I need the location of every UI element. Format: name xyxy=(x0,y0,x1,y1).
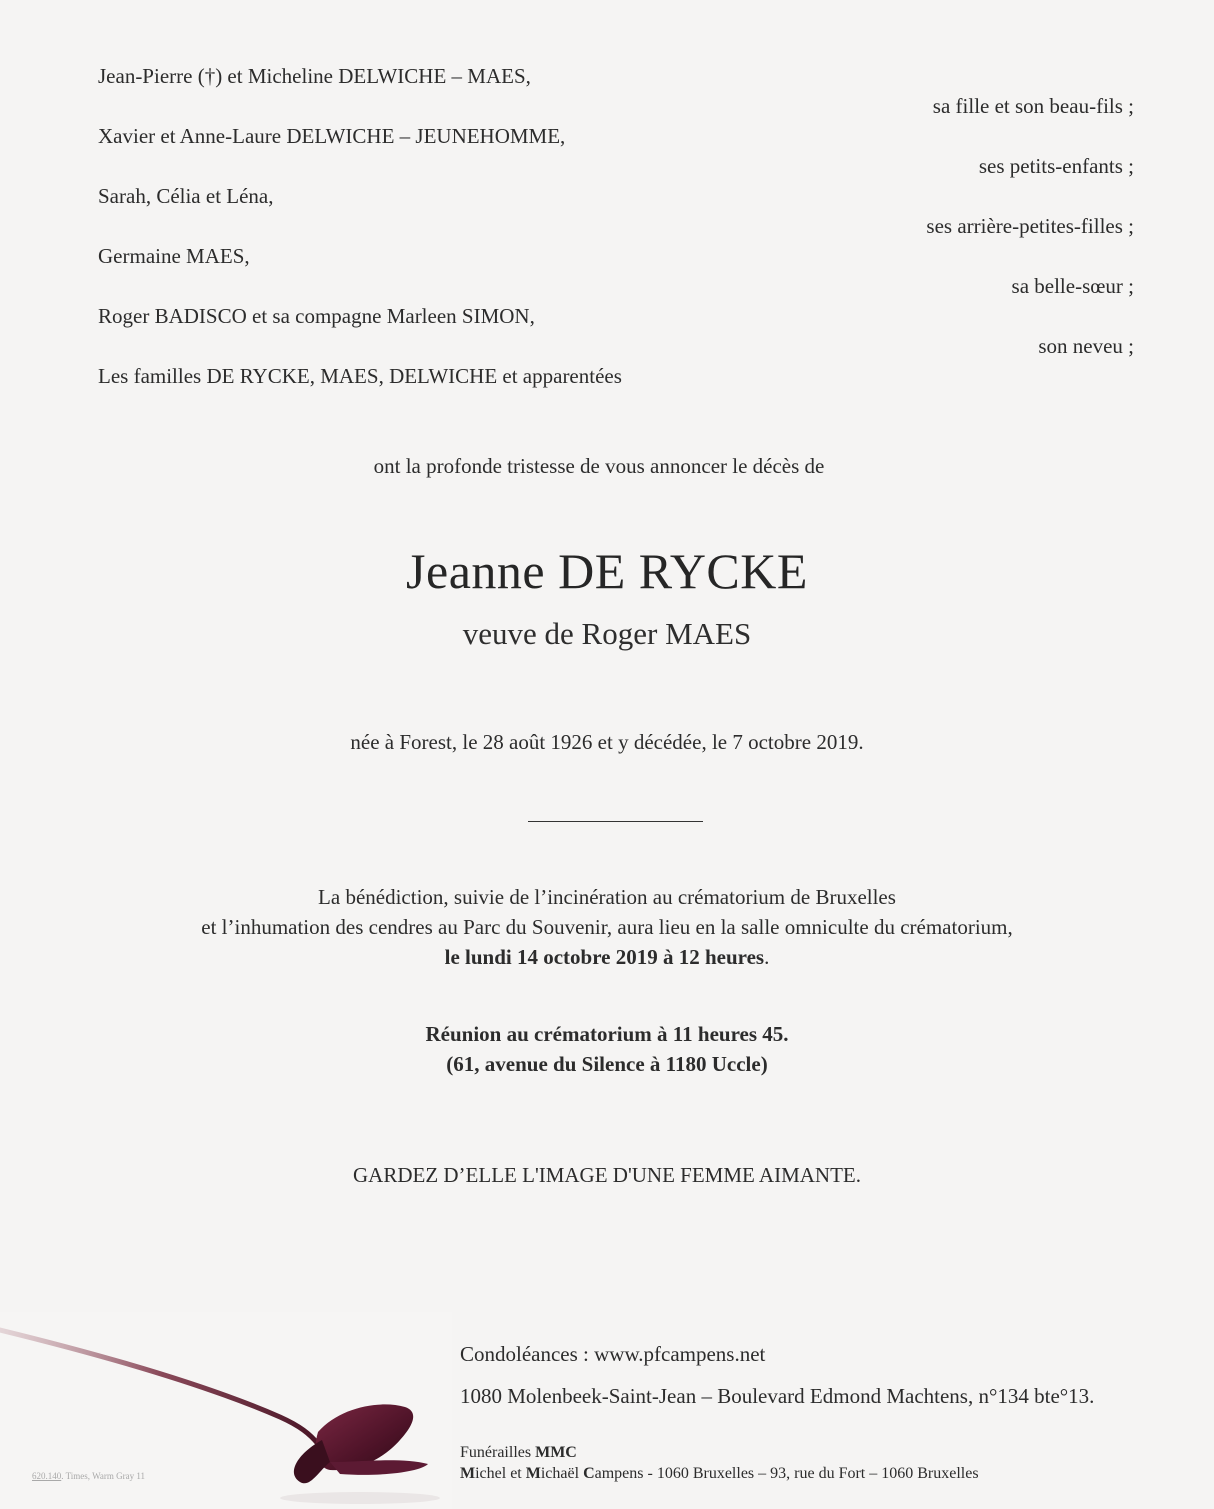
funeral-home-address: 1080 Molenbeek-Saint-Jean – Boulevard Edmond Machtens, n°134 bte°13. xyxy=(460,1384,1095,1408)
meeting-time: Réunion au crématorium à 11 heures 45. xyxy=(425,1022,789,1046)
company-part-1: ichel et xyxy=(475,1465,526,1482)
company-initial-1: M xyxy=(460,1465,476,1482)
family-relation-2: ses petits-enfants ; xyxy=(978,154,1134,178)
family-relation-4: sa belle-sœur ; xyxy=(1011,274,1134,298)
family-names-3: Sarah, Célia et Léna, xyxy=(98,184,274,208)
print-reference xyxy=(32,1471,145,1481)
funeral-prefix: Funérailles xyxy=(460,1444,536,1461)
funeral-company xyxy=(460,1465,979,1483)
company-initial-3: C xyxy=(583,1465,595,1482)
company-initial-2: M xyxy=(525,1465,541,1482)
family-names-1: Jean-Pierre (†) et Micheline DELWICHE – MAES, xyxy=(98,64,531,88)
announcement-text: ont la profonde tristesse de vous annoncer le décès de xyxy=(373,454,825,478)
company-part-2: ichaël xyxy=(540,1465,584,1482)
crematorium-address: (61, avenue du Silence à 1180 Uccle) xyxy=(446,1052,768,1076)
print-ref-rest: . Times, Warm Gray 11 xyxy=(61,1471,146,1481)
family-names-2: Xavier et Anne-Laure DELWICHE – JEUNEHOMME, xyxy=(98,124,566,148)
ceremony-date xyxy=(0,945,1214,970)
family-relation-5: son neveu ; xyxy=(1038,334,1134,358)
birth-death-dates: née à Forest, le 28 août 1926 et y décédée, le 7 octobre 2019. xyxy=(350,730,864,754)
widow-of: veuve de Roger MAES xyxy=(462,616,752,651)
funeral-home-brand xyxy=(460,1444,577,1462)
motto: GARDEZ D’ELLE L'IMAGE D'UNE FEMME AIMANTE. xyxy=(352,1163,861,1187)
family-relation-1: sa fille et son beau-fils ; xyxy=(932,94,1134,118)
funeral-brand: MMC xyxy=(535,1444,577,1461)
ceremony-line-2: et l’inhumation des cendres au Parc du Souvenir, aura lieu en la salle omniculte du crématorium, xyxy=(201,915,1013,939)
ceremony-date-suffix: . xyxy=(764,945,770,969)
family-names-6: Les familles DE RYCKE, MAES, DELWICHE et apparentées xyxy=(98,364,622,388)
print-ref-code: 620.140 xyxy=(32,1471,62,1481)
deceased-name: Jeanne DE RYCKE xyxy=(406,543,808,599)
ceremony-line-1: La bénédiction, suivie de l’incinération au crématorium de Bruxelles xyxy=(318,885,896,909)
family-names-5: Roger BADISCO et sa compagne Marleen SIMON, xyxy=(98,304,535,328)
family-relation-3: ses arrière-petites-filles ; xyxy=(926,214,1134,238)
condolences-link: Condoléances : www.pfcampens.net xyxy=(460,1342,766,1366)
company-part-3: ampens - 1060 Bruxelles – 93, rue du Fort – 1060 Bruxelles xyxy=(594,1465,979,1482)
separator-line xyxy=(528,821,703,822)
family-names-4: Germaine MAES, xyxy=(98,244,250,268)
ceremony-date-bold: le lundi 14 octobre 2019 à 12 heures xyxy=(444,945,765,969)
